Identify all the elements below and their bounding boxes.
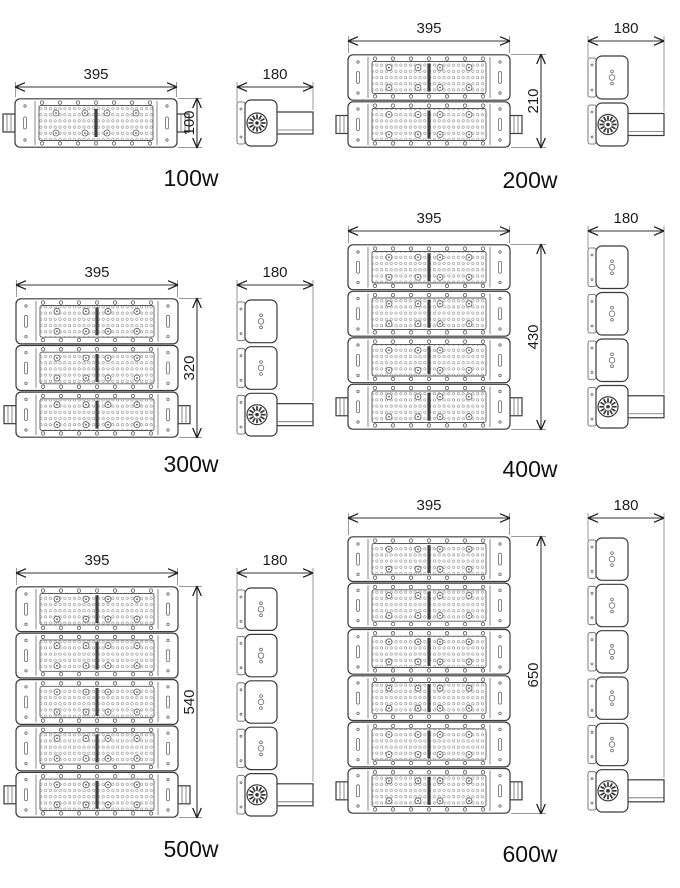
wattage-title: 100w [163,165,219,191]
side-width-dimension: 180 [613,210,639,227]
front-height-dimension: 210 [525,88,542,114]
wattage-title: 200w [502,167,558,193]
wattage-title: 400w [502,456,558,482]
front-view [336,245,522,429]
front-width-dimension: 395 [416,497,442,514]
front-height-dimension: 650 [525,662,542,688]
front-width-dimension: 395 [416,20,442,37]
side-width-dimension: 180 [262,66,288,83]
front-view [3,99,189,147]
side-view [237,588,313,816]
front-view [4,587,190,817]
front-width-dimension: 395 [83,66,109,83]
front-height-dimension: 320 [181,355,198,381]
front-height-dimension: 540 [181,689,198,715]
product-figure-100w [3,82,313,148]
side-view [588,538,664,812]
product-figure-600w [336,513,664,814]
wattage-title: 500w [163,836,219,862]
front-view [336,55,522,147]
wattage-title: 600w [502,841,558,867]
product-figure-300w [4,280,313,438]
side-view [588,56,664,146]
side-width-dimension: 180 [262,552,288,569]
front-view [4,299,190,437]
product-figure-500w [4,568,313,818]
side-width-dimension: 180 [262,264,288,281]
product-figure-400w [336,226,664,430]
front-height-dimension: 430 [525,324,542,350]
side-view [588,246,664,428]
wattage-title: 300w [163,451,219,477]
front-width-dimension: 395 [416,210,442,227]
front-width-dimension: 395 [84,552,110,569]
side-width-dimension: 180 [613,20,639,37]
side-view [237,100,313,146]
product-figure-200w [336,36,664,148]
front-height-dimension: 100 [181,110,198,136]
side-width-dimension: 180 [613,497,639,514]
front-width-dimension: 395 [84,264,110,281]
front-view [336,537,522,813]
side-view [237,300,313,436]
